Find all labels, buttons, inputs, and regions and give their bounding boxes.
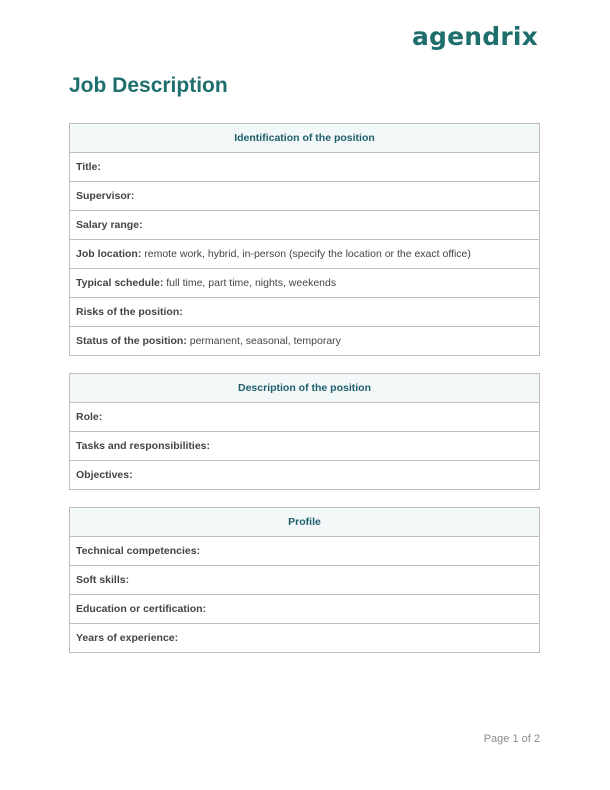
field-label: Title:: [76, 160, 101, 173]
field-value: remote work, hybrid, in-person (specify the location or the exact office): [141, 247, 471, 260]
description-heading: Description of the position: [70, 374, 540, 403]
field-label: Supervisor:: [76, 189, 135, 202]
field-years-experience[interactable]: [70, 624, 540, 653]
identification-table: [69, 123, 540, 356]
identification-heading: Identification of the position: [70, 124, 540, 153]
field-tasks[interactable]: [70, 432, 540, 461]
field-supervisor[interactable]: [70, 182, 540, 211]
field-label: Years of experience:: [76, 631, 179, 644]
field-label: Status of the position:: [76, 334, 187, 347]
field-label: Role:: [76, 410, 103, 423]
profile-heading: Profile: [70, 508, 540, 537]
field-soft-skills[interactable]: [70, 566, 540, 595]
agendrix-logo: agendrix: [411, 22, 538, 51]
field-risks[interactable]: [70, 298, 540, 327]
field-label: Soft skills:: [76, 573, 130, 586]
field-salary-range[interactable]: [70, 211, 540, 240]
field-status[interactable]: [70, 327, 540, 356]
profile-table: [69, 507, 540, 653]
page-indicator: Page 1 of 2: [483, 733, 540, 745]
field-value: full time, part time, nights, weekends: [163, 276, 337, 289]
field-title[interactable]: [70, 153, 540, 182]
field-label: Job location:: [76, 247, 142, 260]
field-technical-competencies[interactable]: [70, 537, 540, 566]
field-value: permanent, seasonal, temporary: [186, 334, 341, 347]
field-role[interactable]: [70, 403, 540, 432]
field-label: Salary range:: [76, 218, 143, 231]
field-label: Typical schedule:: [76, 276, 164, 289]
field-typical-schedule[interactable]: [70, 269, 540, 298]
field-objectives[interactable]: [70, 461, 540, 490]
field-job-location[interactable]: [70, 240, 540, 269]
field-label: Education or certification:: [76, 602, 207, 615]
field-label: Objectives:: [76, 468, 133, 481]
description-table: [69, 373, 540, 490]
field-label: Technical competencies:: [76, 544, 201, 557]
field-education[interactable]: [70, 595, 540, 624]
page-title: Job Description: [69, 74, 228, 97]
field-label: Tasks and responsibilities:: [76, 439, 211, 452]
field-label: Risks of the position:: [76, 305, 183, 318]
